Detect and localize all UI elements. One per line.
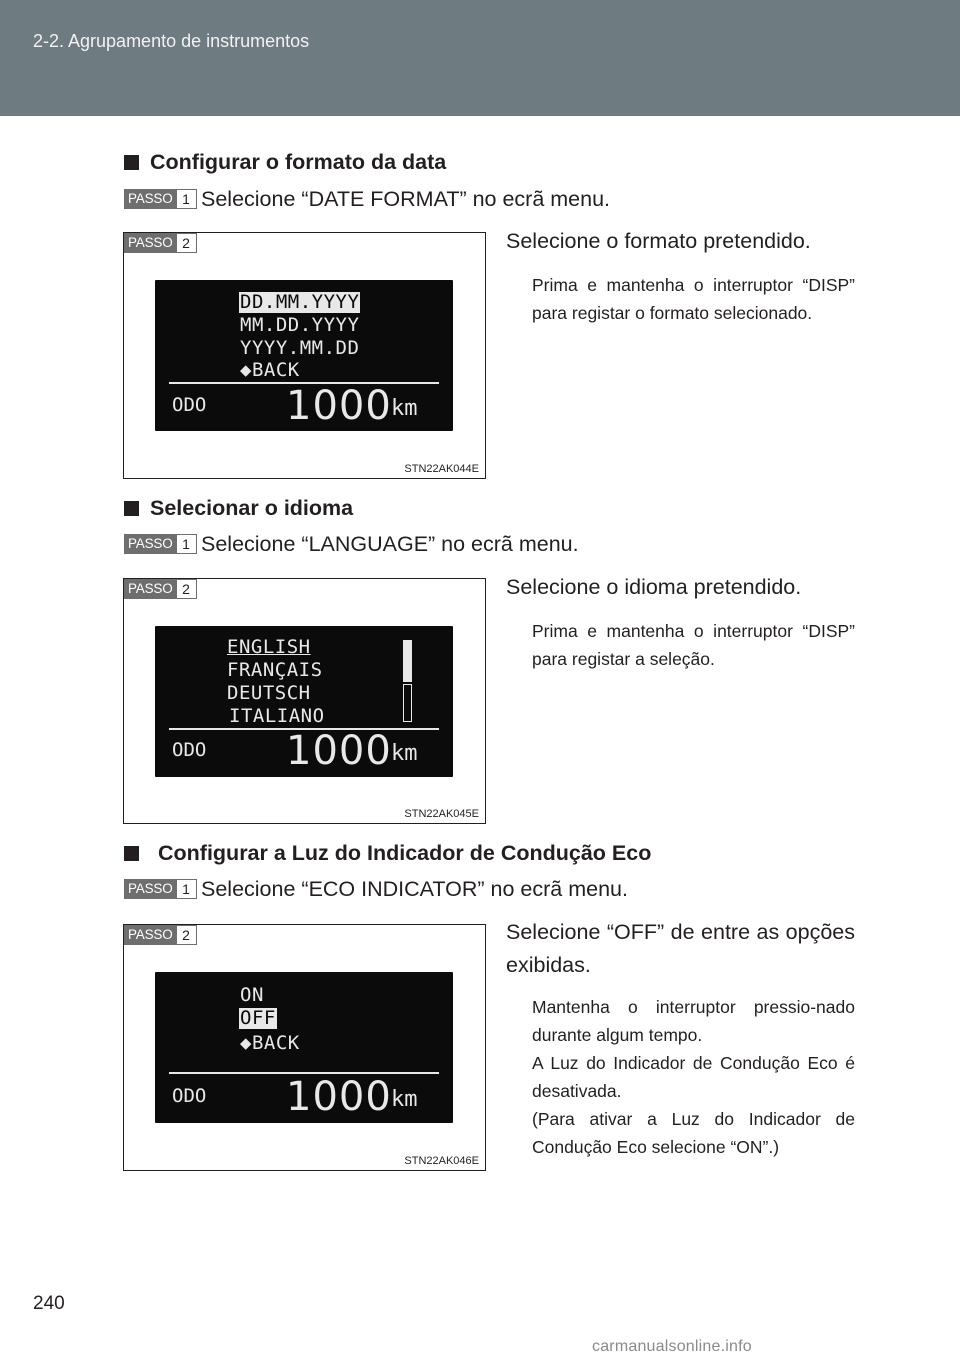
figure-code: STN22AK045E [404,808,479,820]
heading-text: Configurar a Luz do Indicador de Condução Eco [158,841,652,865]
step-word: PASSO [124,925,177,945]
step-word: PASSO [124,579,177,599]
menu-item-selected: DD.MM.YYYY [240,291,360,313]
figure-code: STN22AK046E [404,1155,479,1167]
menu-item: ITALIANO [229,705,325,727]
section-heading-eco-indicator [124,841,651,866]
lcd-screen [155,626,453,777]
step-word: PASSO [124,879,177,899]
menu-item: FRANÇAIS [227,659,323,681]
odo-value: 1000 [286,383,392,429]
step-number: 2 [177,925,197,945]
step-badge [124,534,197,554]
step2-note [532,617,855,673]
step-badge [124,189,197,209]
odo-unit: km [391,741,418,766]
section-heading-language [124,496,353,521]
step1-text: Selecione “ECO INDICATOR” no ecrã menu. [201,877,628,901]
step2-text: Selecione o formato pretendido. [506,229,811,253]
back-item [240,1033,300,1054]
menu-item: DEUTSCH [227,682,311,704]
odo-value: 1000 [286,1074,392,1120]
square-bullet-icon [124,155,139,170]
menu-item: ON [240,984,264,1006]
step-badge [124,579,197,599]
back-item [240,360,300,381]
section-title: 2-2. Agrupamento de instrumentos [33,31,310,51]
step2-note [532,993,855,1161]
back-label: BACK [251,1032,300,1054]
step-number: 1 [177,534,197,554]
step1-text: Selecione “DATE FORMAT” no ecrã menu. [201,187,611,211]
back-arrow-icon: ◆ [240,1032,252,1054]
page-number: 240 [33,1293,65,1314]
step-badge [124,925,197,945]
step-word: PASSO [124,233,177,253]
lcd-screen [155,972,453,1123]
odo-label: ODO [172,394,207,416]
menu-item: MM.DD.YYYY [240,314,360,336]
heading-text: Configurar o formato da data [150,150,447,174]
square-bullet-icon [124,846,139,861]
note-line: Prima e mantenha o interruptor “DISP” para registar o formato selecionado. [532,275,855,323]
note-line: Mantenha o interruptor pressio-nado durante algum tempo. [532,997,855,1045]
menu-item: YYYY.MM.DD [240,337,360,359]
heading-text: Selecionar o idioma [150,496,354,520]
step-word: PASSO [124,189,177,209]
lcd-figure-date-format [123,232,486,479]
figure-code: STN22AK044E [404,463,479,475]
step-word: PASSO [124,534,177,554]
scroll-indicator-thumb [403,640,412,682]
lcd-screen [155,280,453,431]
back-label: BACK [251,359,300,381]
odo-value: 1000 [286,728,392,774]
section-heading-date-format [124,150,446,175]
back-arrow-icon: ◆ [240,359,252,381]
lcd-figure-language [123,578,486,824]
step2-note [532,271,855,327]
menu-item-selected: ENGLISH [227,636,311,658]
scroll-indicator-track [403,684,412,722]
note-line: (Para ativar a Luz do Indicador de Condução Eco selecione “ON”.) [532,1109,855,1157]
odo-unit: km [391,1087,418,1112]
step-number: 1 [177,189,197,209]
step-number: 2 [177,579,197,599]
odo-unit: km [391,396,418,421]
page-header [0,0,960,116]
menu-item-selected: OFF [240,1007,276,1029]
lcd-figure-eco-indicator [123,924,486,1171]
odo-label: ODO [172,739,207,761]
note-line: A Luz do Indicador de Condução Eco é desativada. [532,1053,855,1101]
step-badge [124,233,197,253]
note-line: Prima e mantenha o interruptor “DISP” para registar a seleção. [532,621,855,669]
watermark: carmanualsonline.info [592,1338,752,1355]
square-bullet-icon [124,501,139,516]
step-badge [124,879,197,899]
step-number: 2 [177,233,197,253]
step-number: 1 [177,879,197,899]
step2-text: Selecione o idioma pretendido. [506,575,802,599]
odo-label: ODO [172,1085,207,1107]
step2-text: Selecione “OFF” de entre as opções exibidas. [506,920,855,977]
step1-text: Selecione “LANGUAGE” no ecrã menu. [201,532,579,556]
